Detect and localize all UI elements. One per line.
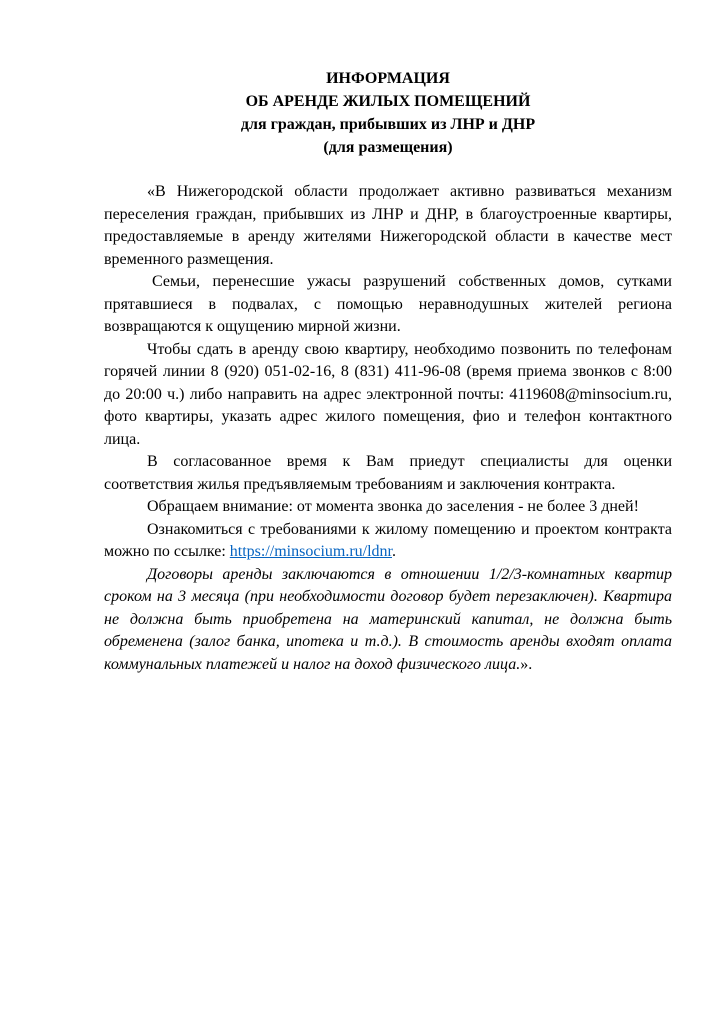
- heading-title: ИНФОРМАЦИЯ: [326, 70, 450, 87]
- contract-terms-end: ».: [520, 655, 533, 673]
- heading-audience: для граждан, прибывших из ЛНР и ДНР: [240, 116, 536, 133]
- paragraph-how-to-rent: Чтобы сдать в аренду свою квартиру, необходимо позвонить по телефонам горячей линии 8 (920) 051-02-16, 8 (831) 411-96-08 (время приема звонков с 8:00 до 20:00 ч.) либо направить на адрес электронной почты: 4119608@minsocium.ru, фото квартиры, указать адрес жилого помещения, фио и телефон контактного лица.: [104, 340, 672, 448]
- paragraph-families: Семьи, перенесшие ужасы разрушений собственных домов, сутками прятавшиеся в подвалах, с помощью неравнодушных жителей региона возвращаются к ощущению мирной жизни.: [104, 273, 672, 335]
- paragraph-requirements: [104, 519, 672, 564]
- requirements-link[interactable]: https://minsocium.ru/ldnr: [229, 543, 392, 560]
- paragraph-intro: «В Нижегородской области продолжает активно развиваться механизм переселения граждан, прибывших из ЛНР и ДНР, в благоустроенные квартиры, предоставляемые в аренду жителями Нижегородской области в качестве мест временного размещения.: [104, 183, 672, 268]
- heading-purpose: (для размещения): [323, 139, 453, 156]
- paragraph-contract-terms: [104, 564, 672, 677]
- paragraph-attention: Обращаем внимание: от момента звонка до заселения - не более 3 дней!: [147, 498, 639, 515]
- contract-terms-text: Договоры аренды заключаются в отношении 1/2/3-комнатных квартир сроком на 3 месяца (при необходимости договор будет перезаключен). Квартира не должна быть приобретена на материнский капитал, не должна быть обременена (залог банка, ипотека и т.д.). В стоимость аренды входят оплата коммунальных платежей и налог на доход физического лица.: [104, 565, 672, 673]
- heading-subject: ОБ АРЕНДЕ ЖИЛЫХ ПОМЕЩЕНИЙ: [245, 93, 531, 110]
- requirements-end: .: [392, 543, 396, 560]
- document-page: [104, 67, 672, 676]
- paragraph-specialists: В согласованное время к Вам приедут специалисты для оценки соответствия жилья предъявляемым требованиям и заключения контракта.: [104, 453, 672, 493]
- requirements-text: Ознакомиться с требованиями к жилому помещению и проектом контракта можно по ссылке:: [104, 520, 672, 560]
- heading-spacer: [104, 159, 672, 181]
